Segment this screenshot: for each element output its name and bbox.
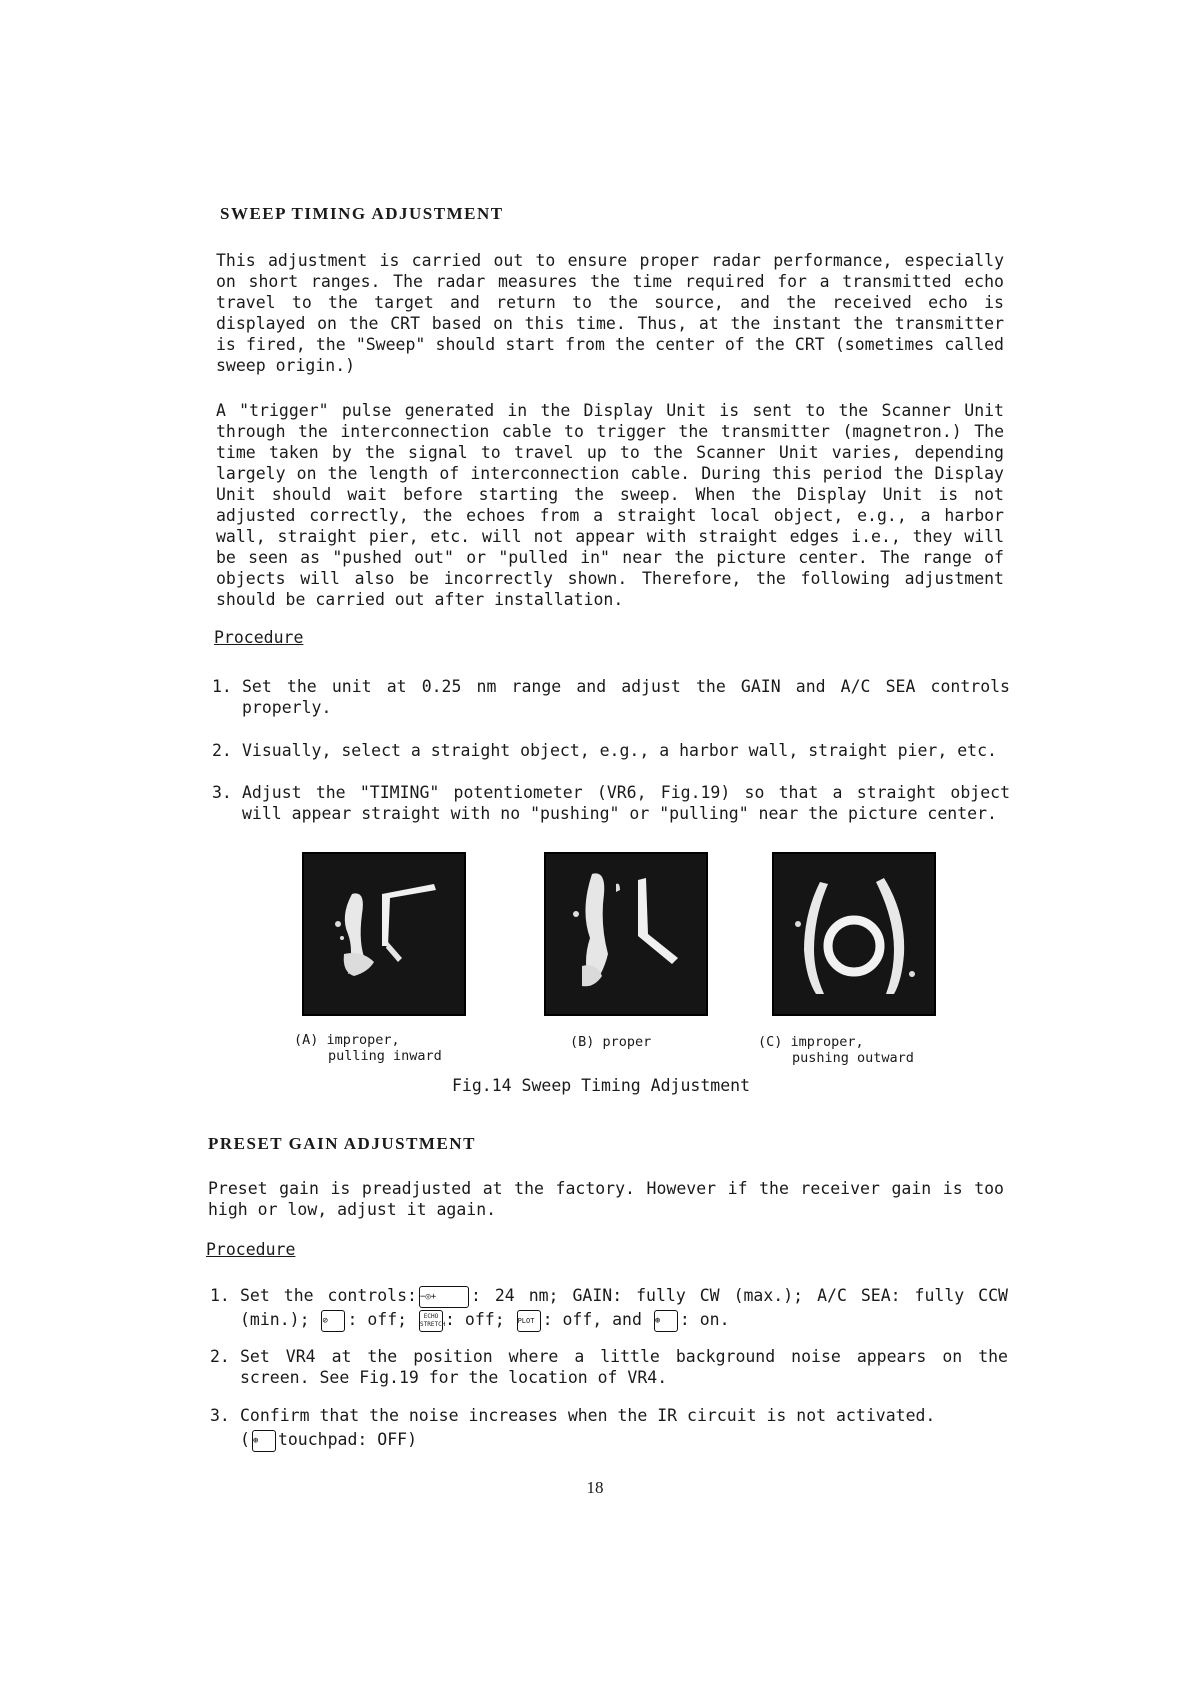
figure-caption-c [758,1034,914,1066]
step1-text-d: : off; [445,1310,505,1329]
step-text: Adjust the "TIMING" potentiometer (VR6, Fig.19) so that a straight object will appear straight with no "pushing" or "pulling" near the picture center. [242,783,1010,823]
step1-text-c: : off; [347,1310,408,1329]
step1-text-f: : on. [679,1310,730,1329]
step-text: Set VR4 at the position where a little background noise appears on the screen. See Fig.19 for the location of VR4. [240,1347,1008,1387]
ftc-key-icon: ⊘ [321,1310,345,1332]
caption-line: (C) improper, [758,1034,864,1050]
caption-line: (A) improper, [294,1032,400,1048]
section-heading-sweep-timing: SWEEP TIMING ADJUSTMENT [220,204,504,223]
figure-panel-b-image [544,852,708,1016]
step-text: Visually, select a straight object, e.g., a harbor wall, straight pier, etc. [242,741,997,760]
sweep-intro-paragraph: This adjustment is carried out to ensure proper radar performance, especially on short ranges. The radar measures the time required for a transmitted echo travel to the target and return to the source, and the received echo is displayed on the CRT based on this time. Thus, at the instant the transmitter is fired, the "Sweep" should start from the center of the CRT (sometimes called sweep origin.) [216,251,1004,375]
procedure-label-sweep: Procedure [214,628,304,647]
figure-caption-b [570,1034,651,1050]
step-text [240,1404,1008,1452]
step3-text-b: ( [240,1430,250,1449]
caption-line: pushing outward [792,1050,914,1066]
procedure-label-preset: Procedure [206,1240,296,1259]
preset-step-3 [210,1404,1008,1452]
step1-text-b: : 24 nm; GAIN: fully CW (max.); A/C SEA: fully CCW (min.); [240,1286,1008,1329]
preset-step-2 [210,1346,1008,1388]
step-number: 2. [212,741,232,760]
ir-key-icon: ⊛ [252,1430,276,1452]
step-number: 3. [210,1406,230,1425]
step3-text-a: Confirm that the noise increases when the IR circuit is not activated. [240,1406,936,1425]
preset-gain-paragraph: Preset gain is preadjusted at the factory. However if the receiver gain is too high or low, adjust it again. [208,1179,1004,1219]
plot-key-icon: PLOT [517,1310,541,1332]
figure-panel-c-image [772,852,936,1016]
sweep-step-1 [212,676,1010,718]
preset-step-1 [210,1284,1008,1332]
caption-line: pulling inward [328,1048,442,1064]
step-text: Set the unit at 0.25 nm range and adjust the GAIN and A/C SEA controls properly. [242,677,1010,717]
figure-caption-a [294,1032,442,1064]
step-number: 3. [212,783,232,802]
step-number: 2. [210,1347,230,1366]
step1-text-e: : off, and [542,1310,642,1329]
sweep-step-2 [212,740,1010,761]
trigger-paragraph: A "trigger" pulse generated in the Display Unit is sent to the Scanner Unit through the interconnection cable to trigger the transmitter (magnetron.) The time taken by the signal to travel up to the Scanner Unit varies, depending largely on the length of interconnection cable. During this period the Display Unit should wait before starting the sweep. When the Display Unit is not adjusted correctly, the echoes from a straight local object, e.g., a harbor wall, straight pier, etc. will not appear with straight edges i.e., they will be seen as "pushed out" or "pulled in" near the picture center. The range of objects will also be incorrectly shown. Therefore, the following adjustment should be carried out after installation. [216,401,1004,609]
step3-text-c: touchpad: OFF) [277,1430,418,1449]
page-number: 18 [586,1478,604,1497]
caption-line: (B) proper [570,1034,652,1050]
sweep-step-3 [212,782,1010,824]
figure-title: Fig.14 Sweep Timing Adjustment [452,1076,751,1095]
figure-panel-a-image [302,852,466,1016]
ir-key-icon: ⊛ [654,1310,678,1332]
section-heading-preset-gain: PRESET GAIN ADJUSTMENT [208,1134,476,1153]
step1-text-a: Set the controls: [240,1286,417,1305]
step-text [240,1284,1008,1332]
echo-stretch-key-icon: ECHO STRETCH [419,1310,443,1332]
step-number: 1. [210,1286,230,1305]
step-number: 1. [212,677,232,696]
range-key-icon: −◎+ [419,1286,469,1308]
